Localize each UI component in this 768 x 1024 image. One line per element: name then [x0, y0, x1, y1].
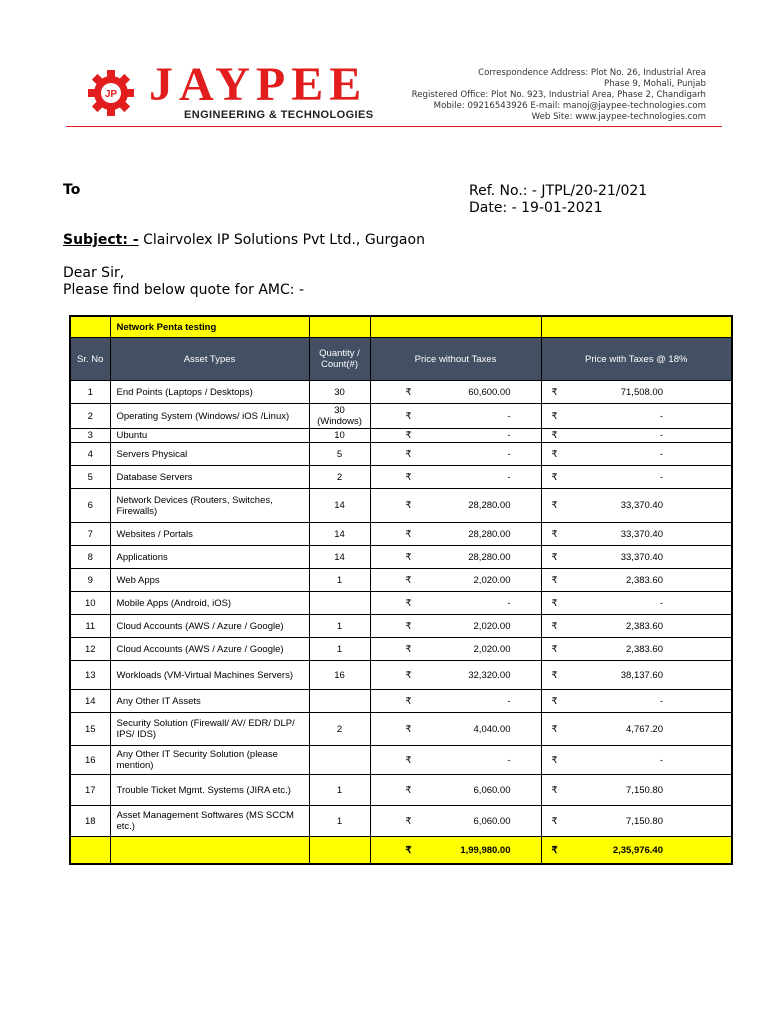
company-name: JAYPEE — [149, 58, 368, 111]
cell-asset: End Points (Laptops / Desktops) — [110, 381, 309, 404]
table-row — [70, 592, 732, 615]
rupee-symbol: ₹ — [405, 386, 412, 398]
rupee-symbol: ₹ — [405, 844, 412, 856]
cell-price-tax — [541, 523, 732, 546]
table-row — [70, 429, 732, 443]
price-tax-value: - — [659, 448, 663, 460]
cell-price-tax — [541, 489, 732, 523]
cell-asset: Cloud Accounts (AWS / Azure / Google) — [110, 615, 309, 638]
table-row — [70, 546, 732, 569]
greeting: Dear Sir, — [63, 265, 125, 281]
price-tax-value: - — [659, 471, 663, 483]
rupee-symbol: ₹ — [551, 620, 558, 632]
cell-price-tax — [541, 775, 732, 806]
total-price-tax — [541, 837, 732, 865]
rupee-symbol: ₹ — [551, 430, 558, 441]
cell-sr: 9 — [70, 569, 110, 592]
price-value: - — [507, 448, 511, 460]
cell-price-tax — [541, 443, 732, 466]
price-tax-value: 7,150.80 — [626, 784, 663, 796]
rupee-symbol: ₹ — [405, 754, 412, 766]
cell-price — [370, 615, 541, 638]
cell-price — [370, 404, 541, 429]
cell-asset: Servers Physical — [110, 443, 309, 466]
cell-qty: 14 — [309, 489, 370, 523]
rupee-symbol: ₹ — [405, 528, 412, 540]
cell-sr: 5 — [70, 466, 110, 489]
cell-price — [370, 592, 541, 615]
subject-line — [63, 232, 425, 248]
table-row — [70, 569, 732, 592]
cell-sr: 15 — [70, 713, 110, 746]
cell-asset: Mobile Apps (Android, iOS) — [110, 592, 309, 615]
total-price — [370, 837, 541, 865]
logo-monogram: JP — [104, 89, 118, 100]
rupee-symbol: ₹ — [551, 528, 558, 540]
cell-price — [370, 381, 541, 404]
cell-sr: 1 — [70, 381, 110, 404]
price-value: - — [507, 471, 511, 483]
cell-price-tax — [541, 713, 732, 746]
rupee-symbol: ₹ — [405, 643, 412, 655]
price-value: - — [507, 695, 511, 707]
table-row — [70, 404, 732, 429]
cell-price-tax — [541, 690, 732, 713]
rupee-symbol: ₹ — [405, 620, 412, 632]
gear-logo-icon — [86, 68, 136, 118]
rupee-symbol: ₹ — [551, 784, 558, 796]
cell-qty: 1 — [309, 569, 370, 592]
header-price: Price without Taxes — [370, 338, 541, 381]
rupee-symbol: ₹ — [551, 471, 558, 483]
cell-sr: 7 — [70, 523, 110, 546]
price-value: 6,060.00 — [473, 815, 511, 827]
cell-sr: 12 — [70, 638, 110, 661]
table-row — [70, 466, 732, 489]
price-value: 2,020.00 — [473, 574, 511, 586]
cell-qty: 14 — [309, 523, 370, 546]
rupee-symbol: ₹ — [551, 448, 558, 460]
cell-price — [370, 443, 541, 466]
table-row — [70, 381, 732, 404]
cell-price — [370, 775, 541, 806]
letterhead — [66, 50, 722, 130]
price-value: - — [507, 430, 511, 441]
price-value: 28,280.00 — [468, 551, 511, 563]
cell-price-tax — [541, 381, 732, 404]
price-tax-value: 33,370.40 — [620, 500, 663, 511]
cell-price — [370, 466, 541, 489]
cell-qty: 1 — [309, 775, 370, 806]
cell-asset: Workloads (VM-Virtual Machines Servers) — [110, 661, 309, 690]
cell-sr: 4 — [70, 443, 110, 466]
price-value: 28,280.00 — [468, 500, 511, 511]
table-title-row — [70, 316, 732, 338]
cell-qty: 1 — [309, 638, 370, 661]
intro-text: Please find below quote for AMC: - — [63, 282, 304, 298]
table-row — [70, 775, 732, 806]
cell-qty: 10 — [309, 429, 370, 443]
rupee-symbol: ₹ — [405, 815, 412, 827]
rupee-symbol: ₹ — [551, 754, 558, 766]
price-tax-value: - — [659, 597, 663, 609]
table-row — [70, 523, 732, 546]
cell-price-tax — [541, 404, 732, 429]
company-tagline: ENGINEERING & TECHNOLOGIES — [184, 109, 374, 121]
table-header-row — [70, 338, 732, 381]
cell-sr: 11 — [70, 615, 110, 638]
cell-sr: 13 — [70, 661, 110, 690]
cell-asset: Web Apps — [110, 569, 309, 592]
cell-qty: 1 — [309, 806, 370, 837]
cell-price — [370, 806, 541, 837]
rupee-symbol: ₹ — [405, 784, 412, 796]
cell-sr: 16 — [70, 746, 110, 775]
greeting-block — [63, 265, 304, 299]
price-value: 2,020.00 — [473, 620, 511, 632]
table-row — [70, 443, 732, 466]
table-row — [70, 615, 732, 638]
cell-asset: Security Solution (Firewall/ AV/ EDR/ DLP/ IPS/ IDS) — [110, 713, 309, 746]
price-value: 28,280.00 — [468, 528, 511, 540]
table-row — [70, 746, 732, 775]
cell-sr: 3 — [70, 429, 110, 443]
rupee-symbol: ₹ — [405, 551, 412, 563]
cell-price — [370, 661, 541, 690]
rupee-symbol: ₹ — [405, 574, 412, 586]
cell-asset: Any Other IT Security Solution (please mention) — [110, 746, 309, 775]
price-tax-value: 33,370.40 — [620, 551, 663, 563]
price-value: 60,600.00 — [468, 386, 511, 398]
rupee-symbol: ₹ — [551, 723, 558, 735]
cell-sr: 2 — [70, 404, 110, 429]
price-tax-value: 7,150.80 — [626, 815, 663, 827]
rupee-symbol: ₹ — [551, 815, 558, 827]
rupee-symbol: ₹ — [551, 574, 558, 586]
subject-text: Clairvolex IP Solutions Pvt Ltd., Gurgaon — [138, 232, 425, 248]
table-row — [70, 690, 732, 713]
cell-qty: 16 — [309, 661, 370, 690]
price-tax-value: 2,383.60 — [626, 643, 663, 655]
rupee-symbol: ₹ — [551, 669, 558, 681]
reference-number: Ref. No.: - JTPL/20-21/021 — [469, 183, 648, 199]
rupee-symbol: ₹ — [405, 695, 412, 707]
cell-price-tax — [541, 546, 732, 569]
cell-sr: 18 — [70, 806, 110, 837]
table-row — [70, 713, 732, 746]
price-tax-value: - — [659, 430, 663, 441]
cell-sr: 17 — [70, 775, 110, 806]
cell-price-tax — [541, 615, 732, 638]
price-tax-value: 2,383.60 — [626, 620, 663, 632]
address-line: Mobile: 09216543926 E-mail: manoj@jaypee-technologies.com — [433, 101, 706, 111]
rupee-symbol: ₹ — [551, 500, 558, 511]
cell-qty: 2 — [309, 713, 370, 746]
cell-qty — [309, 746, 370, 775]
to-label: To — [63, 182, 81, 198]
total-price-value: 1,99,980.00 — [460, 844, 511, 856]
cell-qty: 1 — [309, 615, 370, 638]
reference-block — [469, 183, 647, 217]
table-row — [70, 806, 732, 837]
cell-price-tax — [541, 806, 732, 837]
cell-asset: Applications — [110, 546, 309, 569]
price-tax-value: - — [659, 695, 663, 707]
cell-asset: Websites / Portals — [110, 523, 309, 546]
rupee-symbol: ₹ — [405, 430, 412, 441]
table-title: Network Penta testing — [110, 316, 309, 338]
cell-price — [370, 690, 541, 713]
cell-qty: 30 — [309, 381, 370, 404]
address-line: Phase 9, Mohali, Punjab — [604, 79, 706, 89]
subject-label: Subject: - — [63, 232, 139, 248]
cell-asset: Asset Management Softwares (MS SCCM etc.) — [110, 806, 309, 837]
table-row — [70, 489, 732, 523]
table-row — [70, 661, 732, 690]
rupee-symbol: ₹ — [551, 597, 558, 609]
cell-qty: 2 — [309, 466, 370, 489]
cell-price — [370, 546, 541, 569]
rupee-symbol: ₹ — [551, 695, 558, 707]
cell-price-tax — [541, 661, 732, 690]
rupee-symbol: ₹ — [551, 410, 558, 422]
rupee-symbol: ₹ — [405, 448, 412, 460]
total-row — [70, 837, 732, 865]
cell-price — [370, 713, 541, 746]
header-price-tax: Price with Taxes @ 18% — [541, 338, 732, 381]
rupee-symbol: ₹ — [405, 597, 412, 609]
price-value: 32,320.00 — [468, 669, 511, 681]
price-value: 4,040.00 — [473, 723, 511, 735]
price-value: - — [507, 597, 511, 609]
address-line: Correspondence Address: Plot No. 26, Industrial Area — [478, 68, 706, 78]
rupee-symbol: ₹ — [551, 551, 558, 563]
total-price-tax-value: 2,35,976.40 — [612, 844, 663, 856]
cell-asset: Any Other IT Assets — [110, 690, 309, 713]
cell-qty: 30 (Windows) — [309, 404, 370, 429]
cell-asset: Database Servers — [110, 466, 309, 489]
cell-asset: Cloud Accounts (AWS / Azure / Google) — [110, 638, 309, 661]
rupee-symbol: ₹ — [551, 643, 558, 655]
letterhead-divider — [66, 126, 722, 127]
cell-price-tax — [541, 429, 732, 443]
price-tax-value: 71,508.00 — [620, 386, 663, 398]
cell-asset: Operating System (Windows/ iOS /Linux) — [110, 404, 309, 429]
price-tax-value: 38,137.60 — [620, 669, 663, 681]
price-value: - — [507, 754, 511, 766]
cell-price-tax — [541, 569, 732, 592]
cell-price — [370, 638, 541, 661]
price-value: 6,060.00 — [473, 784, 511, 796]
cell-asset: Trouble Ticket Mgmt. Systems (JIRA etc.) — [110, 775, 309, 806]
cell-sr: 14 — [70, 690, 110, 713]
cell-qty: 14 — [309, 546, 370, 569]
table-row — [70, 638, 732, 661]
price-tax-value: - — [659, 754, 663, 766]
header-qty: Quantity / Count(#) — [309, 338, 370, 381]
cell-qty — [309, 592, 370, 615]
cell-qty: 5 — [309, 443, 370, 466]
price-value: 2,020.00 — [473, 643, 511, 655]
quote-table — [69, 315, 733, 865]
cell-price-tax — [541, 592, 732, 615]
address-line: Web Site: www.jaypee-technologies.com — [531, 112, 706, 122]
rupee-symbol: ₹ — [405, 669, 412, 681]
cell-qty — [309, 690, 370, 713]
price-value: - — [507, 410, 511, 422]
price-tax-value: 33,370.40 — [620, 528, 663, 540]
cell-asset: Network Devices (Routers, Switches, Firewalls) — [110, 489, 309, 523]
cell-asset: Ubuntu — [110, 429, 309, 443]
cell-price — [370, 746, 541, 775]
price-tax-value: 2,383.60 — [626, 574, 663, 586]
header-sr: Sr. No — [70, 338, 110, 381]
rupee-symbol: ₹ — [551, 844, 558, 856]
rupee-symbol: ₹ — [405, 410, 412, 422]
letter-date: Date: - 19-01-2021 — [469, 200, 603, 216]
rupee-symbol: ₹ — [551, 386, 558, 398]
price-tax-value: - — [659, 410, 663, 422]
rupee-symbol: ₹ — [405, 471, 412, 483]
address-line: Registered Office: Plot No. 923, Industrial Area, Phase 2, Chandigarh — [411, 90, 706, 100]
cell-price-tax — [541, 638, 732, 661]
company-address — [412, 68, 706, 123]
cell-price — [370, 489, 541, 523]
cell-sr: 10 — [70, 592, 110, 615]
cell-price — [370, 523, 541, 546]
rupee-symbol: ₹ — [405, 500, 412, 511]
rupee-symbol: ₹ — [405, 723, 412, 735]
cell-price — [370, 429, 541, 443]
cell-sr: 8 — [70, 546, 110, 569]
cell-price-tax — [541, 466, 732, 489]
cell-price-tax — [541, 746, 732, 775]
header-asset: Asset Types — [110, 338, 309, 381]
cell-price — [370, 569, 541, 592]
cell-sr: 6 — [70, 489, 110, 523]
price-tax-value: 4,767.20 — [626, 723, 663, 735]
